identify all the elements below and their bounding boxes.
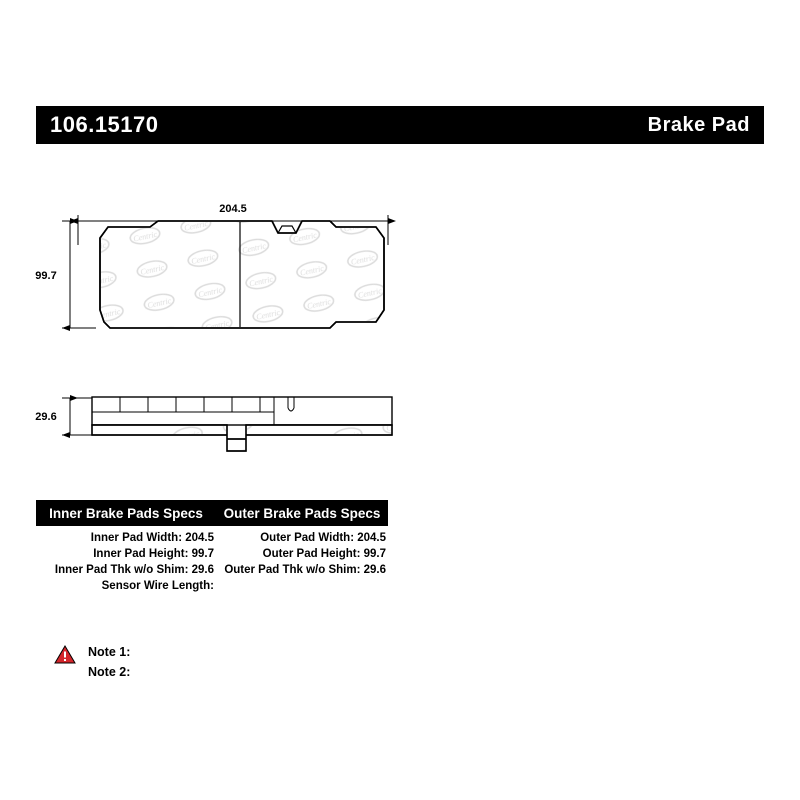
pad-backing-plate [92, 397, 392, 425]
outer-specs-header: Outer Brake Pads Specs [216, 500, 388, 526]
outer-specs-column [216, 530, 388, 594]
spec-table-headers [36, 500, 764, 526]
spec-tables [36, 500, 764, 594]
inner-spec-row: Sensor Wire Length: [101, 580, 214, 592]
part-number: 106.15170 [50, 112, 159, 137]
dimension-height [62, 221, 96, 328]
dimension-height-label: 99.7 [35, 270, 57, 282]
note-lines [88, 642, 130, 682]
note-line: Note 1: [88, 645, 131, 659]
dimension-width-label: 204.5 [219, 203, 247, 215]
dimension-thickness [62, 398, 96, 435]
outer-spec-row: Outer Pad Thk w/o Shim: 29.6 [224, 564, 386, 576]
pad-side-view [88, 397, 398, 456]
inner-spec-row: Inner Pad Thk w/o Shim: 29.6 [54, 564, 214, 576]
inner-specs-header: Inner Brake Pads Specs [36, 500, 216, 526]
part-type-label: Brake Pad [647, 113, 750, 136]
spec-table-body [36, 530, 764, 594]
pad-front-view [96, 216, 390, 334]
inner-specs-column [36, 530, 216, 594]
outer-spec-row: Outer Pad Width: 204.5 [260, 532, 386, 544]
notes-section [54, 642, 130, 682]
pad-friction-watermark [96, 216, 390, 334]
inner-spec-row: Inner Pad Height: 99.7 [93, 548, 214, 560]
warning-triangle-icon [54, 644, 76, 666]
note-line: Note 2: [88, 665, 131, 679]
brake-pad-technical-drawing [0, 150, 800, 480]
part-header-bar [36, 106, 764, 144]
dimension-thickness-label: 29.6 [35, 411, 57, 423]
pad-top-notch [278, 226, 296, 233]
outer-spec-row: Outer Pad Height: 99.7 [262, 548, 386, 560]
inner-spec-row: Inner Pad Width: 204.5 [90, 532, 214, 544]
